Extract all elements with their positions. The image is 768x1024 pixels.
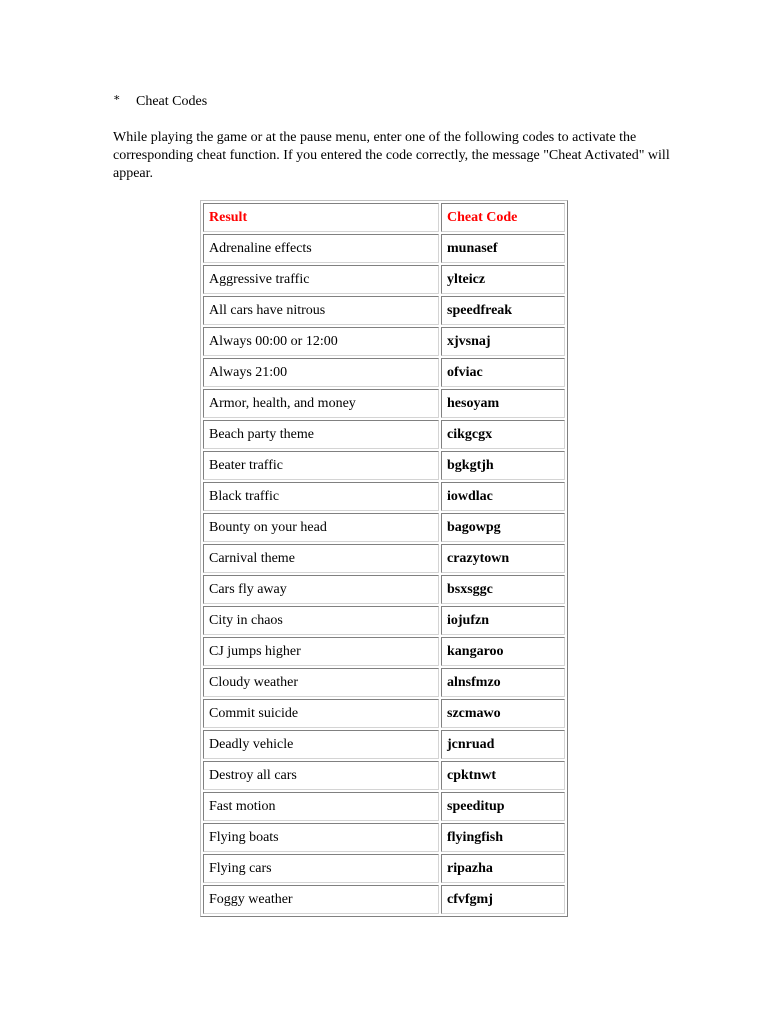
cell-result: Always 21:00 <box>203 358 439 387</box>
cell-result: Fast motion <box>203 792 439 821</box>
table-row <box>203 513 565 542</box>
cell-result: Beater traffic <box>203 451 439 480</box>
cell-result: Commit suicide <box>203 699 439 728</box>
table-row <box>203 358 565 387</box>
table-row <box>203 544 565 573</box>
cell-cheat-code: bsxsggc <box>441 575 565 604</box>
cell-result: Deadly vehicle <box>203 730 439 759</box>
cell-result: Destroy all cars <box>203 761 439 790</box>
cell-cheat-code: cpktnwt <box>441 761 565 790</box>
intro-paragraph: While playing the game or at the pause menu, enter one of the following codes to activate the corresponding cheat function. If you entered the code correctly, the message "Cheat Activated" will appear. <box>113 130 670 181</box>
cell-cheat-code: bagowpg <box>441 513 565 542</box>
table-row <box>203 699 565 728</box>
cell-result: Bounty on your head <box>203 513 439 542</box>
cell-cheat-code: jcnruad <box>441 730 565 759</box>
cell-cheat-code: hesoyam <box>441 389 565 418</box>
cell-result: CJ jumps higher <box>203 637 439 666</box>
cell-cheat-code: crazytown <box>441 544 565 573</box>
cell-cheat-code: iojufzn <box>441 606 565 635</box>
table-row <box>203 606 565 635</box>
cell-cheat-code: cfvfgmj <box>441 885 565 914</box>
cell-result: Armor, health, and money <box>203 389 439 418</box>
table-row <box>203 637 565 666</box>
cell-result: Flying boats <box>203 823 439 852</box>
table-row <box>203 420 565 449</box>
cell-cheat-code: speeditup <box>441 792 565 821</box>
cell-result: Beach party theme <box>203 420 439 449</box>
cell-cheat-code: iowdlac <box>441 482 565 511</box>
cell-result: Cars fly away <box>203 575 439 604</box>
column-header-cheat-code: Cheat Code <box>441 203 565 232</box>
table-body <box>203 234 565 914</box>
table-row <box>203 296 565 325</box>
cell-result: Always 00:00 or 12:00 <box>203 327 439 356</box>
table-row <box>203 668 565 697</box>
table-header-row <box>203 203 565 232</box>
cell-cheat-code: ofviac <box>441 358 565 387</box>
section-title: Cheat Codes <box>136 94 208 109</box>
column-header-result: Result <box>203 203 439 232</box>
cell-cheat-code: alnsfmzo <box>441 668 565 697</box>
cell-cheat-code: speedfreak <box>441 296 565 325</box>
cell-result: All cars have nitrous <box>203 296 439 325</box>
cell-cheat-code: xjvsnaj <box>441 327 565 356</box>
cell-cheat-code: flyingfish <box>441 823 565 852</box>
table-row <box>203 792 565 821</box>
table-row <box>203 730 565 759</box>
cell-result: Aggressive traffic <box>203 265 439 294</box>
cell-result: City in chaos <box>203 606 439 635</box>
cell-result: Adrenaline effects <box>203 234 439 263</box>
table-row <box>203 451 565 480</box>
cell-cheat-code: munasef <box>441 234 565 263</box>
cell-result: Flying cars <box>203 854 439 883</box>
cell-result: Black traffic <box>203 482 439 511</box>
table-row <box>203 885 565 914</box>
cell-cheat-code: cikgcgx <box>441 420 565 449</box>
table-row <box>203 265 565 294</box>
bullet-icon: ∗ <box>113 92 121 104</box>
cell-cheat-code: bgkgtjh <box>441 451 565 480</box>
cell-cheat-code: ylteicz <box>441 265 565 294</box>
table-row <box>203 575 565 604</box>
cell-cheat-code: szcmawo <box>441 699 565 728</box>
cell-result: Carnival theme <box>203 544 439 573</box>
table-row <box>203 234 565 263</box>
section-heading <box>113 93 207 111</box>
cheat-codes-table <box>200 200 568 917</box>
table-row <box>203 482 565 511</box>
table-row <box>203 389 565 418</box>
cell-cheat-code: ripazha <box>441 854 565 883</box>
cell-cheat-code: kangaroo <box>441 637 565 666</box>
table-row <box>203 854 565 883</box>
table-row <box>203 823 565 852</box>
cell-result: Foggy weather <box>203 885 439 914</box>
table-row <box>203 327 565 356</box>
cell-result: Cloudy weather <box>203 668 439 697</box>
table-row <box>203 761 565 790</box>
